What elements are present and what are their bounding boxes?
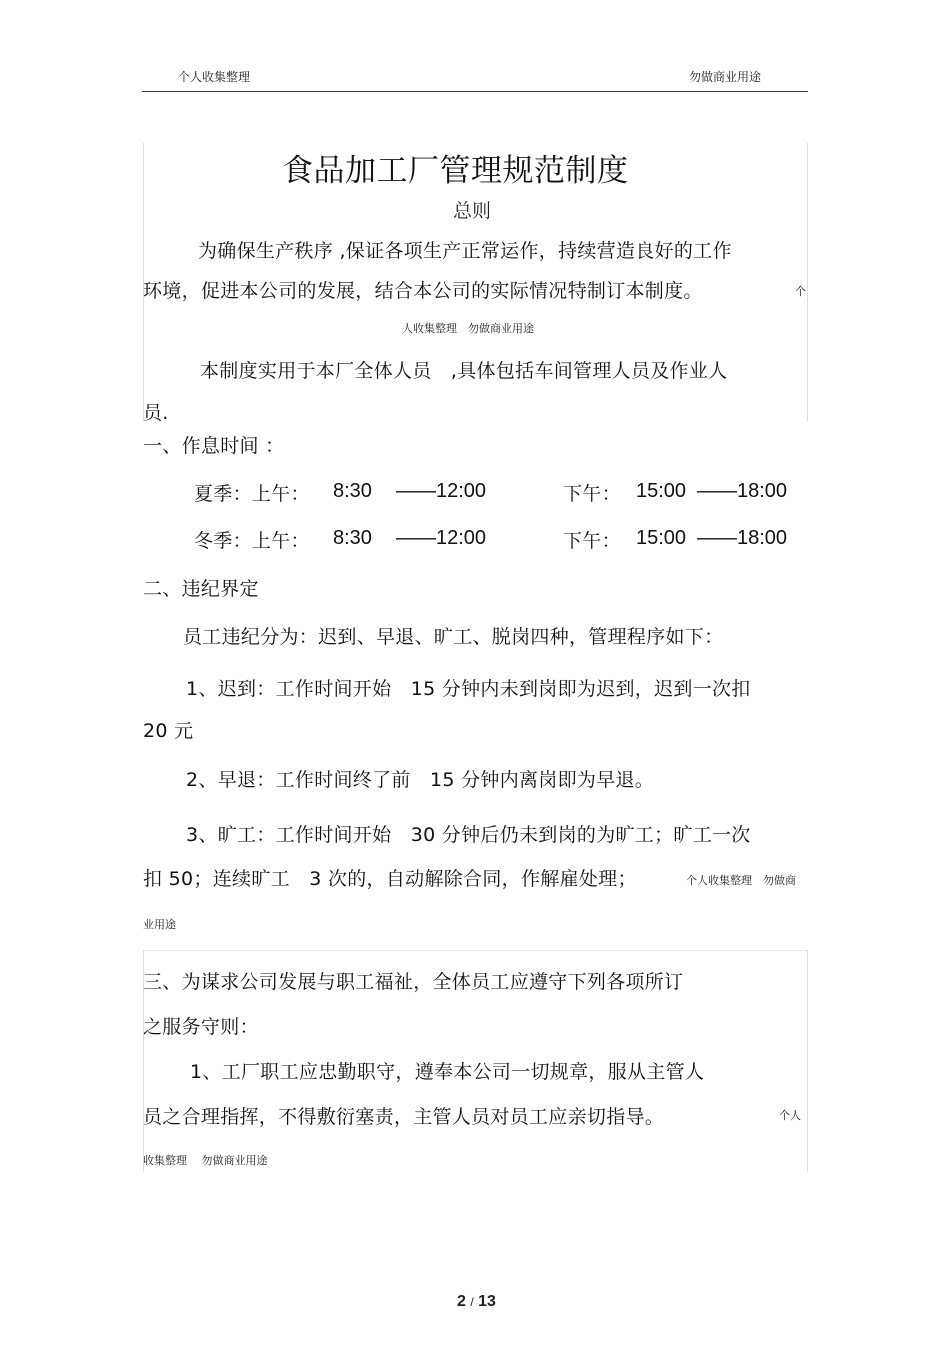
pm-end-time: ——18:00 — [697, 527, 788, 549]
rule-late-line-1: 1、迟到：工作时间开始 15 分钟内未到岗即为迟到，迟到一次扣 — [186, 678, 751, 700]
service-rule-1-line-1: 1、工厂职工应忠勤职守，遵奉本公司一切规章，服从主管人 — [190, 1061, 705, 1083]
am-end-time: ——12:00 — [396, 527, 487, 549]
page-current: 2 — [457, 1293, 466, 1310]
watermark-text: 业用途 — [143, 918, 176, 931]
discipline-lead: 员工违纪分为：迟到、早退、旷工、脱岗四种，管理程序如下： — [183, 626, 724, 648]
am-end-time: ——12:00 — [396, 480, 487, 502]
page-indicator — [457, 1293, 496, 1311]
watermark-text: 收集整理 勿做商业用途 — [143, 1154, 268, 1167]
pm-start-time: 15:00 — [636, 480, 687, 502]
am-start-time: 8:30 — [333, 527, 372, 549]
section-heading-discipline: 二、违纪界定 — [143, 578, 259, 600]
watermark-text: 人收集整理 勿做商业用途 — [402, 322, 534, 335]
pm-end-time: ——18:00 — [697, 480, 788, 502]
intro-line-2: 环境，促进本公司的发展，结合本公司的实际情况特制订本制度。 — [143, 280, 703, 302]
frame-line-right-2 — [807, 950, 808, 1172]
season-label: 夏季：上午： — [194, 483, 310, 505]
pm-start-time: 15:00 — [636, 527, 687, 549]
rule-absence-line-2: 扣 50；连续旷工 3 次的，自动解除合同，作解雇处理； — [143, 868, 637, 890]
watermark-text: 个人收集整理 勿做商 — [686, 874, 796, 887]
rule-early-leave: 2、早退：工作时间终了前 15 分钟内离岗即为早退。 — [186, 769, 655, 791]
pm-label: 下午： — [563, 483, 621, 505]
service-rule-1-line-2: 员之合理指挥，不得敷衍塞责，主管人员对员工应亲切指导。 — [143, 1106, 665, 1128]
am-start-time: 8:30 — [333, 480, 372, 502]
section-heading-hours: 一、作息时间 ： — [143, 435, 285, 457]
frame-line-right — [807, 143, 808, 421]
frame-line-top-2 — [143, 950, 808, 951]
intro-line-3: 本制度实用于本厂全体人员 ,具体包括车间管理人员及作业人 — [200, 360, 728, 382]
section-heading-service: 三、为谋求公司发展与职工福祉，全体员工应遵守下列各项所订 — [143, 971, 684, 993]
rule-late-line-2: 20 元 — [143, 720, 194, 742]
header-right-text: 勿做商业用途 — [689, 70, 762, 84]
document-title: 食品加工厂管理规范制度 — [282, 153, 629, 189]
header-left-text: 个人收集整理 — [178, 70, 251, 84]
intro-line-1: 为确保生产秩序 ,保证各项生产正常运作，持续营造良好的工作 — [198, 240, 732, 262]
section-heading-service-2: 之服务守则： — [143, 1016, 259, 1038]
header-rule — [142, 91, 808, 92]
rule-absence-line-1: 3、旷工：工作时间开始 30 分钟后仍未到岗的为旷工；旷工一次 — [186, 824, 751, 846]
season-label: 冬季：上午： — [194, 530, 310, 552]
page-separator: / — [470, 1295, 474, 1309]
intro-line-4: 员. — [143, 402, 169, 424]
watermark-fragment: 个 — [795, 285, 806, 298]
watermark-fragment: 个人 — [779, 1109, 801, 1122]
page-total: 13 — [478, 1293, 496, 1310]
pm-label: 下午： — [563, 530, 621, 552]
section-subtitle: 总则 — [453, 200, 492, 222]
